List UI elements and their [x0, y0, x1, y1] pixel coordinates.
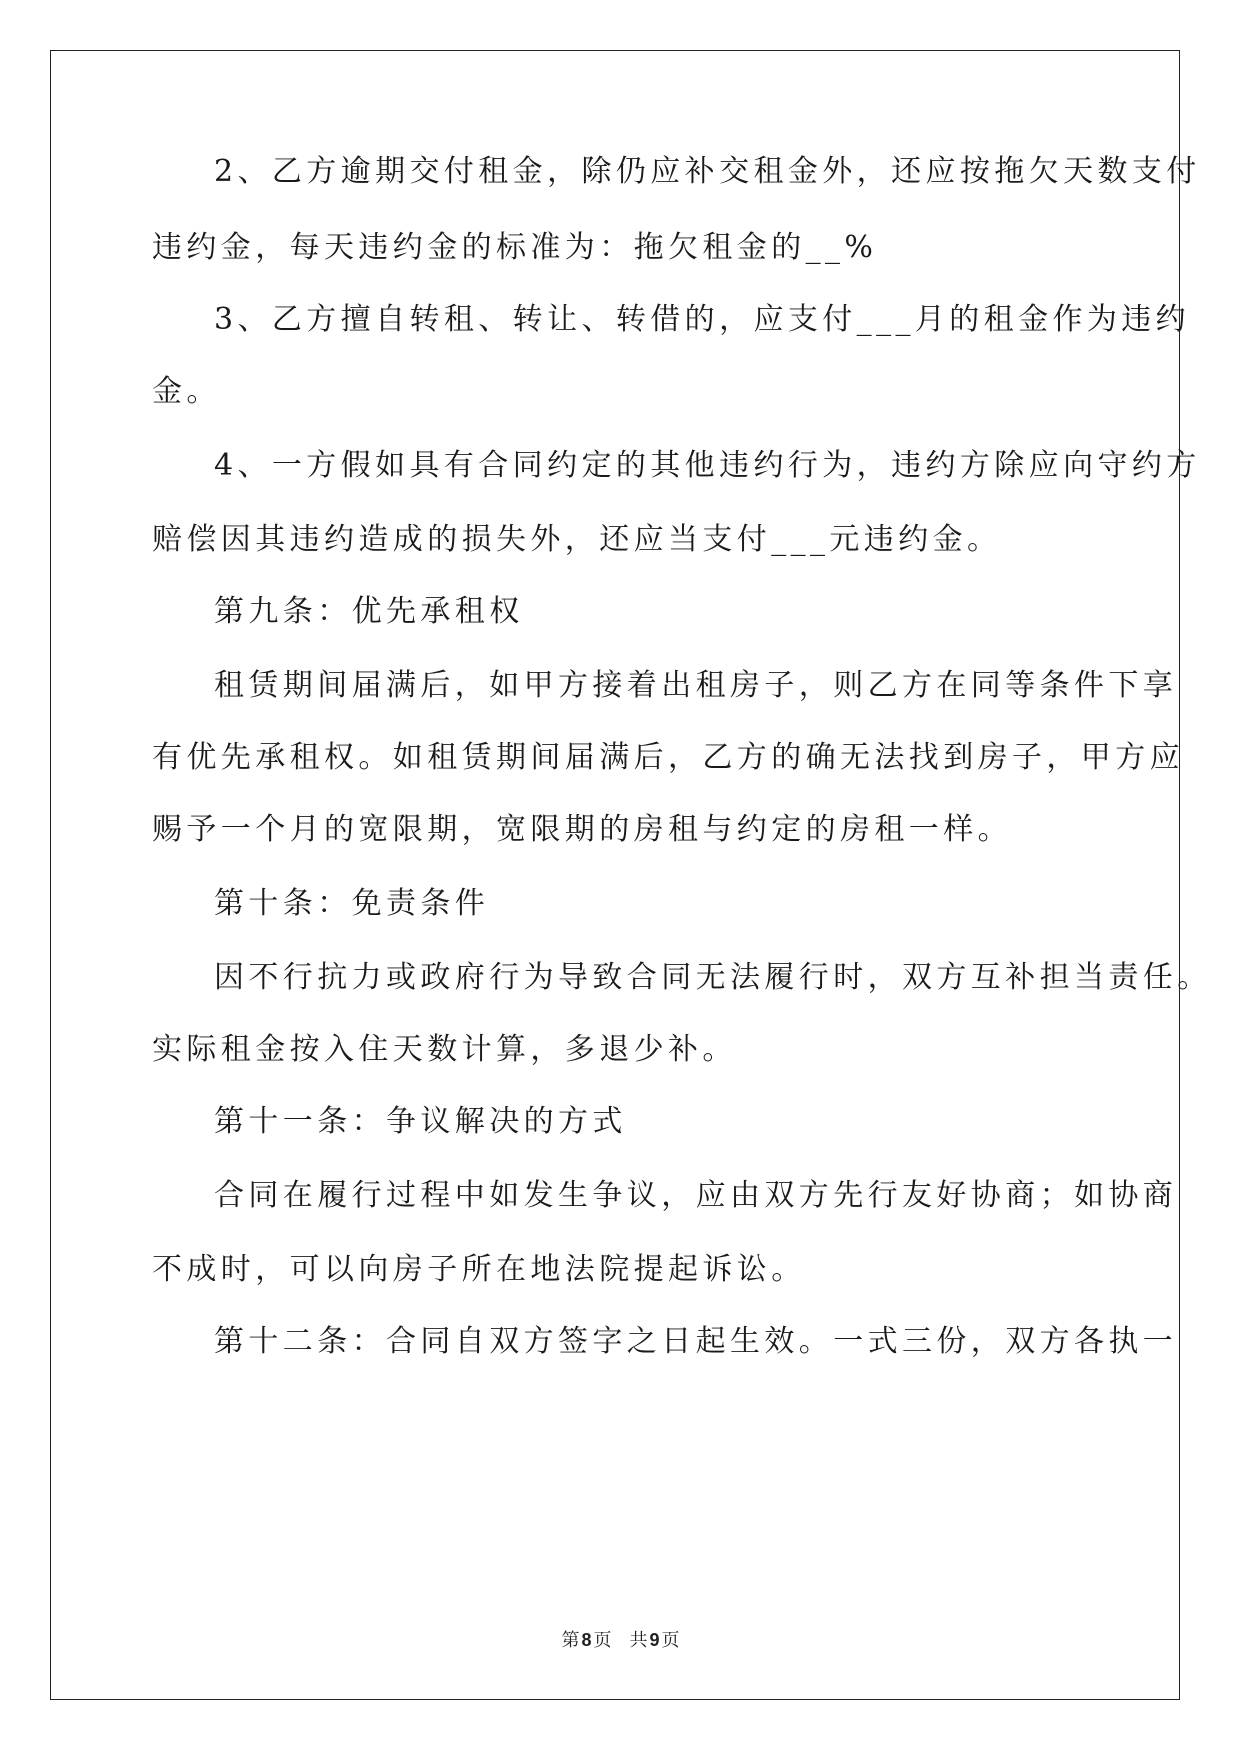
- current-page-number: 8: [581, 1630, 592, 1650]
- paragraph-line: 合同在履行过程中如发生争议，应由双方先行友好协商；如协商: [214, 1178, 1178, 1213]
- paragraph-line: 金。: [152, 374, 221, 409]
- paragraph-line: 赐予一个月的宽限期，宽限期的房租与约定的房租一样。: [152, 812, 1012, 847]
- paragraph-line: 3、乙方擅自转租、转让、转借的，应支付___月的租金作为违约: [214, 302, 1191, 337]
- paragraph-line: 不成时，可以向房子所在地法院提起诉讼。: [152, 1252, 806, 1287]
- paragraph-line: 违约金，每天违约金的标准为：拖欠租金的__%: [152, 230, 878, 265]
- page-border: [50, 50, 1180, 1700]
- paragraph-line: 租赁期间届满后，如甲方接着出租房子，则乙方在同等条件下享: [214, 668, 1178, 703]
- paragraph-line: 实际租金按入住天数计算，多退少补。: [152, 1032, 737, 1067]
- section-heading: 第十条：免责条件: [214, 886, 490, 921]
- page-prefix: 第: [561, 1630, 580, 1651]
- paragraph-line: 第十二条：合同自双方签字之日起生效。一式三份，双方各执一: [214, 1324, 1178, 1359]
- paragraph-line: 2、乙方逾期交付租金，除仍应补交租金外，还应按拖欠天数支付: [214, 154, 1201, 189]
- total-page-number: 9: [649, 1630, 660, 1650]
- total-prefix: 共: [629, 1630, 648, 1651]
- section-heading: 第九条：优先承租权: [214, 594, 524, 629]
- page-footer: [0, 1628, 1241, 1653]
- paragraph-line: 赔偿因其违约造成的损失外，还应当支付___元违约金。: [152, 522, 1002, 557]
- paragraph-line: 因不行抗力或政府行为导致合同无法履行时，双方互补担当责任。: [214, 960, 1212, 995]
- paragraph-line: 4、一方假如具有合同约定的其他违约行为，违约方除应向守约方: [214, 448, 1201, 483]
- page-suffix: 页: [593, 1630, 612, 1651]
- total-suffix: 页: [661, 1630, 680, 1651]
- paragraph-line: 有优先承租权。如租赁期间届满后，乙方的确无法找到房子，甲方应: [152, 740, 1184, 775]
- section-heading: 第十一条：争议解决的方式: [214, 1104, 627, 1139]
